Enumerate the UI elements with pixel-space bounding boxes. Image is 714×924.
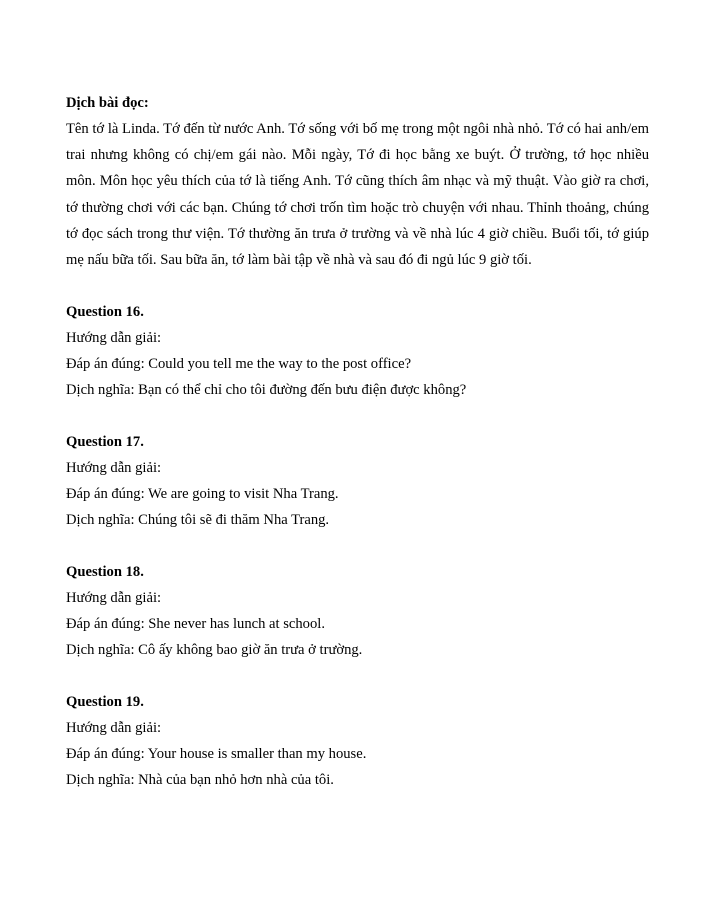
question-answer: Đáp án đúng: She never has lunch at school. (66, 616, 325, 633)
question-title: Question 16. (66, 304, 144, 321)
document-page (66, 90, 649, 793)
question-16 (66, 299, 649, 403)
question-meaning: Dịch nghĩa: Nhà của bạn nhỏ hơn nhà của tôi. (66, 772, 334, 789)
question-17 (66, 429, 649, 533)
question-19 (66, 689, 649, 793)
translation-heading: Dịch bài đọc: (66, 95, 149, 111)
translation-body: Tên tớ là Linda. Tớ đến từ nước Anh. Tớ sống với bố mẹ trong một ngôi nhà nhỏ. Tớ có hai anh/em trai nhưng không có chị/em gái nào. Mỗi ngày, Tớ đi học bằng xe buýt. Ở trường, tớ học nhiều môn. Môn học yêu thích của tớ là tiếng Anh. Tớ cũng thích âm nhạc và mỹ thuật. Vào giờ ra chơi, tớ thường chơi với các bạn. Chúng tớ chơi trốn tìm hoặc trò chuyện với nhau. Thỉnh thoảng, chúng tớ đọc sách trong thư viện. Tớ thường ăn trưa ở trường và về nhà lúc 4 giờ chiều. Buổi tối, tớ giúp mẹ nấu bữa tối. Sau bữa ăn, tớ làm bài tập về nhà và sau đó đi ngủ lúc 9 giờ tối. (66, 121, 649, 269)
question-title: Question 17. (66, 434, 144, 451)
question-answer: Đáp án đúng: Your house is smaller than my house. (66, 746, 367, 763)
translation-section (66, 90, 649, 273)
question-guide: Hướng dẫn giải: (66, 720, 162, 737)
question-meaning: Dịch nghĩa: Bạn có thể chỉ cho tôi đường đến bưu điện được không? (66, 382, 467, 399)
question-meaning: Dịch nghĩa: Cô ấy không bao giờ ăn trưa ở trường. (66, 642, 363, 659)
question-guide: Hướng dẫn giải: (66, 590, 162, 607)
question-meaning: Dịch nghĩa: Chúng tôi sẽ đi thăm Nha Trang. (66, 512, 330, 529)
question-guide: Hướng dẫn giải: (66, 460, 162, 477)
question-title: Question 19. (66, 694, 144, 711)
question-answer: Đáp án đúng: Could you tell me the way to the post office? (66, 356, 412, 373)
question-guide: Hướng dẫn giải: (66, 330, 162, 347)
question-title: Question 18. (66, 564, 144, 581)
question-18 (66, 559, 649, 663)
question-answer: Đáp án đúng: We are going to visit Nha Trang. (66, 486, 339, 503)
